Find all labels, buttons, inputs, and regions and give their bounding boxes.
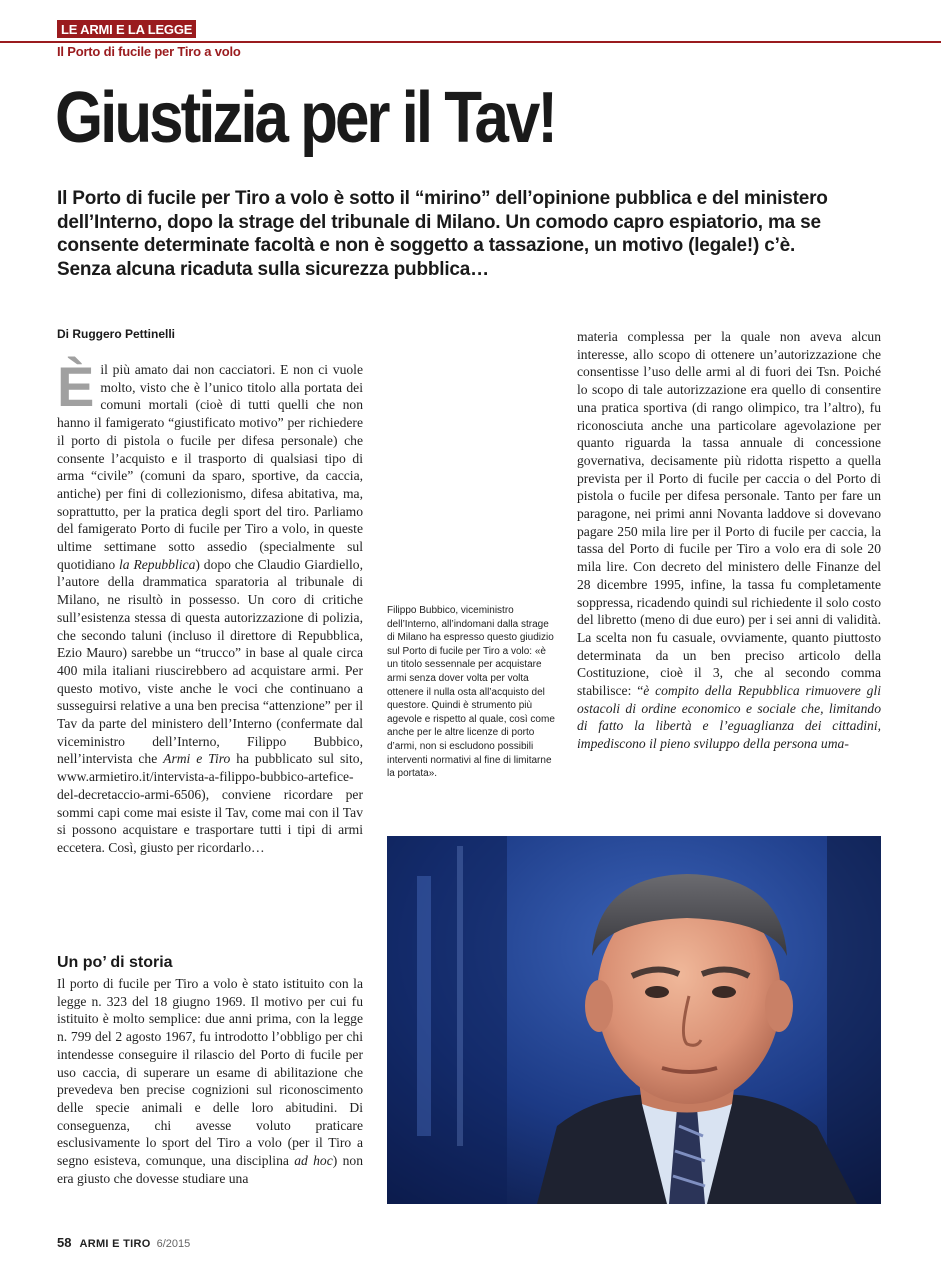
section-label: LE ARMI E LA LEGGE (57, 20, 196, 38)
byline: Di Ruggero Pettinelli (57, 327, 176, 341)
text-run: ) non era giusto che dovesse studiare una (57, 1153, 363, 1186)
dropcap: È (57, 355, 95, 418)
column-2 (57, 975, 363, 1187)
column-1 (57, 355, 363, 857)
photo-caption: Filippo Bubbico, viceministro dell’Interno, all’indomani dalla strage di Milano ha espresso questo giudizio sul Porto di fucile per Tiro a volo: «è un titolo sessennale per acquistare armi senza dover volta per volta ottenere il nulla osta all’acquisto del questore. Quindi è strumento più agevole e rispetto al quale, così come anche per le altre licenze di porto d’armi, non si escludono possibili interventi normativi al fine di limitarne la portata». (387, 605, 555, 780)
text-run: ) dopo che Claudio Giardiello, l’autore della drammatica sparatoria al tribunale di Milano, ne risultò in possesso. Un coro di critiche sull’esistenza stessa di questa autorizzazione di polizia, che secondo taluni (incluso il direttore di Repubblica, Ezio Mauro) sarebbe un “trucco” in base al quale circa 400 mila italiani riuscirebbero ad acquistare armi. Per questo motivo, viste anche le voci che continuano a susseguirsi relative a una ben precisa “attenzione” per il Tav da parte del ministero dell’Interno (confermate dal viceministro dell’Interno, Filippo Bubbico, nell’intervista che (57, 556, 363, 767)
paragraph-intro (57, 355, 363, 857)
italic-run: ad hoc (294, 1153, 333, 1169)
page-footer (57, 1236, 190, 1251)
text-run: Il porto di fucile per Tiro a volo è stato istituito con la legge n. 323 del 18 giugno 1969. Il motivo per cui fu istituito è molto semplice: due anni prima, con la legge n. 799 del 2 agosto 1967, fu introdotto l’obbligo per chi intendesse conseguire il rilascio del Porto di fucile per uso caccia, di superare un esame di abilitazione che prevedeva ben precise cognizioni sul riconoscimento delle specie animali e delle loro abitudini. Di conseguenza, chi avesse voluto praticare esclusivamente lo sport del Tiro a volo (per il Tiro a segno esisteva, comunque, una disciplina (57, 976, 363, 1169)
publication-name: ARMI E TIRO (79, 1238, 151, 1250)
portrait-photo (387, 836, 881, 1204)
header-rule (0, 41, 941, 43)
paragraph-history (57, 975, 363, 1187)
article-lead: Il Porto di fucile per Tiro a volo è sotto il “mirino” dell’opinione pubblica e del ministero dell’Interno, dopo la strage del tribunale di Milano. Un comodo capro espiatorio, ma se consente determinate facoltà e non è soggetto a tassazione, un motivo (legale!) c’è. Senza alcuna ricaduta sulla sicurezza pubblica… (57, 188, 828, 280)
text-run: materia complessa per la quale non aveva alcun interesse, allo scopo di ottenere un’autorizzazione che consentisse l’uso delle armi al di fuori dei Tsn. Poiché lo scopo di tale autorizzazione era quello di consentire una pratica sportiva (di rango olimpico, tra l’altro), fu riconosciuta anche una particolare agevolazione per quanto riguarda la tassa annuale di concessione governativa, decisamente più ridotta rispetto a quella prevista per il Porto di fucile per caccia o del Porto di pistola o fucile per difesa personale. Tanto per fare un paragone, nei primi anni Novanta laddove si dovevano pagare 250 mila lire per il Porto di fucile per caccia, la tassa del Porto di fucile per Tiro a volo era di sole 20 mila lire. Con decreto del ministero delle Finanze del 28 dicembre 1995, infine, la tassa fu completamente soppressa, ricadendo quindi sul richiedente il solo costo del libretto (meno di due euro) per i sei anni di validità. La scelta non fu casuale, ovviamente, quanto piuttosto determinata da un ben preciso articolo della Costituzione, cioè il 3, che al secondo comma stabilisce: “ (577, 329, 881, 699)
italic-run: la Repubblica (119, 556, 196, 572)
column-3 (577, 328, 881, 753)
subheading: Un po’ di storia (57, 954, 173, 971)
issue-number: 6/2015 (156, 1238, 191, 1250)
article-title: Giustizia per il Tav! (55, 78, 555, 158)
italic-run: è compito della Repubblica rimuovere gli ostacoli di ordine economico e sociale che, limitando di fatto la libertà e l’eguaglianza dei cittadini, impediscono il pieno sviluppo della persona uma- (577, 683, 882, 752)
text-run: ha pubblicato sul sito, www.armietiro.it/intervista-a-filippo-bubbico-artefice-del-decretaccio-armi-6506), conviene ricordare per sommi capi come mai esiste il Tav, come mai con il Tav si possono acquistare e trasportare tutti i tipi di armi eccetera. Così, giusto per ricordarlo… (57, 751, 363, 855)
italic-run: Armi e Tiro (163, 751, 231, 767)
text-run: il più amato dai non cacciatori. E non ci vuole molto, visto che è l’unico titolo alla portata dei comuni mortali (cioè di tutti quelli che non hanno il famigerato “giustificato motivo” per richiedere il porto di pistola o fucile per difesa personale) che consente l’acquisto e il trasporto di qualsiasi tipo di arma “civile” (comuni da sparo, sportive, da caccia, antiche) per fini di collezionismo, difesa abitativa, ma, soprattutto, per la pratica degli sport del tiro. Parliamo del famigerato Porto di fucile per Tiro a volo, in queste ultime settimane sotto assedio (specialmente sul quotidiano (57, 362, 363, 572)
subsection-label: Il Porto di fucile per Tiro a volo (57, 44, 241, 59)
paragraph-continuation (577, 328, 881, 753)
page-number: 58 (57, 1235, 72, 1250)
